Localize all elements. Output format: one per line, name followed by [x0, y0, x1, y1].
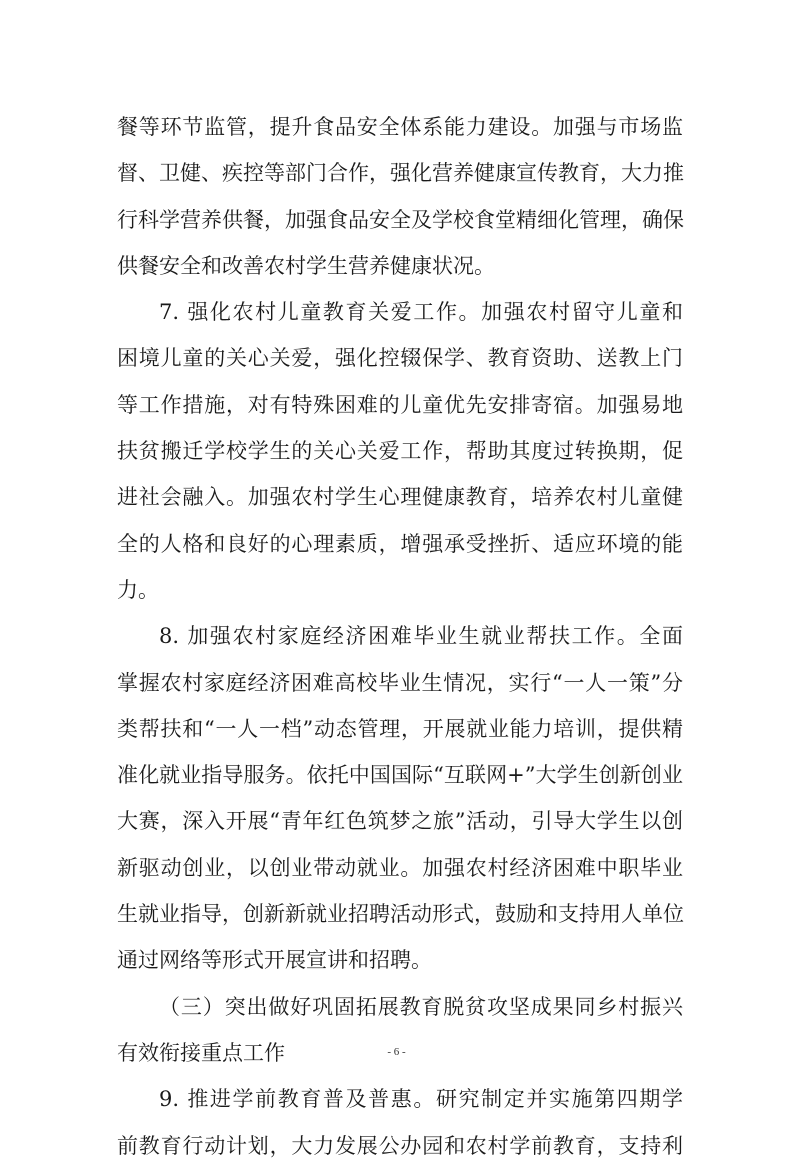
text-line: 准化就业指导服务。依托中国国际“互联网+”大学生创新创业: [117, 763, 683, 788]
text-line: 前教育行动计划，大力发展公办园和农村学前教育，支持利: [117, 1133, 683, 1158]
paragraph-continued: [117, 104, 683, 289]
paragraph-9: [117, 1076, 683, 1169]
heading-line: （三）突出做好巩固拓展教育脱贫攻坚成果同乡村振兴: [159, 994, 683, 1019]
text-line: 供餐安全和改善农村学生营养健康状况。: [117, 253, 495, 278]
text-line: 力。: [117, 577, 159, 602]
text-line: 全的人格和良好的心理素质，增强承受挫折、适应环境的能: [117, 531, 683, 556]
text-line: 生就业指导，创新新就业招聘活动形式，鼓励和支持用人单位: [117, 902, 684, 927]
text-line: 8. 加强农村家庭经济困难毕业生就业帮扶工作。全面: [159, 624, 683, 649]
text-line: 大赛，深入开展“青年红色筑梦之旅”活动，引导大学生以创: [117, 809, 683, 834]
text-line: 扶贫搬迁学校学生的关心关爱工作，帮助其度过转换期，促: [117, 439, 683, 464]
text-line: 餐等环节监管，提升食品安全体系能力建设。加强与市场监: [117, 115, 683, 139]
text-line: 新驱动创业，以创业带动就业。加强农村经济困难中职毕业: [117, 855, 683, 880]
text-line: 进社会融入。加强农村学生心理健康教育，培养农村儿童健: [117, 485, 683, 510]
body-text: [117, 104, 683, 1169]
text-line: 行科学营养供餐，加强食品安全及学校食堂精细化管理，确保: [117, 207, 684, 232]
text-line: 9. 推进学前教育普及普惠。研究制定并实施第四期学: [159, 1087, 683, 1112]
page-number: - 6 -: [387, 1046, 406, 1058]
text-line: 掌握农村家庭经济困难高校毕业生情况，实行“一人一策”分: [117, 670, 683, 695]
text-line: 类帮扶和“一人一档”动态管理，开展就业能力培训，提供精: [117, 716, 683, 741]
section-heading: [117, 984, 683, 1077]
paragraph-7: [117, 289, 683, 613]
paragraph-8: [117, 613, 683, 983]
text-line: 通过网络等形式开展宣讲和招聘。: [117, 948, 432, 973]
text-line: 等工作措施，对有特殊困难的儿童优先安排寄宿。加强易地: [117, 392, 683, 417]
text-line: 督、卫健、疾控等部门合作，强化营养健康宣传教育，大力推: [117, 161, 684, 186]
heading-line: 有效衔接重点工作: [117, 1040, 285, 1065]
text-line: 困境儿童的关心关爱，强化控辍保学、教育资助、送教上门: [117, 346, 683, 371]
text-line: 7. 强化农村儿童教育关爱工作。加强农村留守儿童和: [159, 300, 683, 325]
